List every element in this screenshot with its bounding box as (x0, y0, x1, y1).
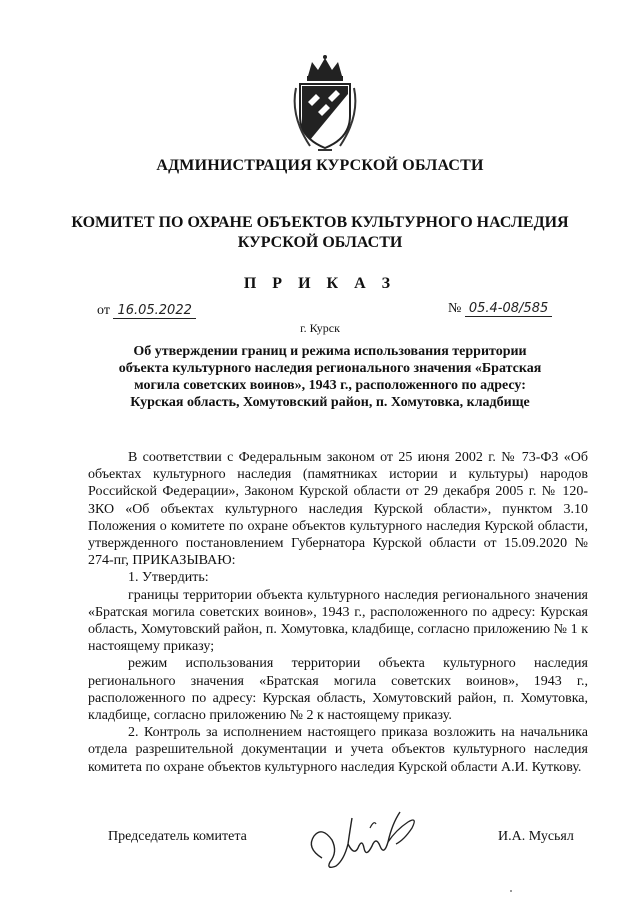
number-value: 05.4-08/585 (465, 301, 552, 317)
date-value: 16.05.2022 (113, 303, 195, 319)
committee-name-line2: КУРСКОЙ ОБЛАСТИ (237, 234, 403, 251)
title-line-3: могила советских воинов», 1943 г., расположенного по адресу: (134, 378, 526, 393)
order-number (448, 301, 552, 317)
body-paragraph-4: режим использования территории объекта культурного наследия регионального значения «Братская могила советских воинов», 1943 г., расположенного по адресу: Курская область, Хомутовский район, п. Хомутовка, кладбище, согласно приложению № 2 к настоящему приказу. (88, 656, 588, 724)
document-type: П Р И К А З (243, 275, 397, 292)
number-prefix: № (448, 301, 462, 316)
committee-name (60, 213, 580, 253)
body-paragraph-3: границы территории объекта культурного наследия регионального значения «Братская могила советских воинов», 1943 г., расположенного по адресу: Курская область, Хомутовский район, п. Хомутовка, кладбище, согласно приложению № 1 к настоящему приказу; (88, 587, 588, 655)
title-line-1: Об утверждении границ и режима использования территории (133, 344, 527, 359)
committee-name-line1: КОМИТЕТ ПО ОХРАНЕ ОБЪЕКТОВ КУЛЬТУРНОГО НАСЛЕДИЯ (71, 214, 569, 231)
order-body (88, 449, 588, 776)
handwritten-signature-icon (300, 800, 440, 875)
body-paragraph-5: 2. Контроль за исполнением настоящего приказа возложить на начальника отдела разрешительной документации и учета объектов культурного наследия комитета по охране объектов культурного наследия Курской области А.И. Куткову. (88, 725, 588, 775)
signatory-position: Председатель комитета (108, 829, 247, 844)
administration-name: АДМИНИСТРАЦИЯ КУРСКОЙ ОБЛАСТИ (156, 157, 484, 174)
scan-speck (510, 890, 512, 892)
city: г. Курск (300, 321, 340, 335)
title-line-2: объекта культурного наследия регионального значения «Братская (118, 361, 542, 376)
order-date (97, 303, 196, 319)
body-paragraph-2: 1. Утвердить: (128, 570, 209, 586)
title-line-4: Курская область, Хомутовский район, п. Хомутовка, кладбище (130, 395, 530, 410)
order-title (95, 343, 565, 411)
signatory-name: И.А. Мусьял (498, 829, 574, 844)
body-paragraph-1: В соответствии с Федеральным законом от 25 июня 2002 г. № 73-ФЗ «Об объектах культурного наследия (памятниках истории и культуры) народов Российской Федерации», Законом Курской области от 29 декабря 2005 г. № 120-ЗКО «Об объектах культурного наследия Курской области», пунктом 3.10 Положения о комитете по охране объектов культурного наследия Курской области, утвержденного постановлением Губернатора Курской области от 15.09.2020 № 274-пг, ПРИКАЗЫВАЮ: (88, 450, 588, 569)
date-prefix: от (97, 303, 110, 318)
kursk-coat-of-arms-icon (290, 54, 360, 154)
